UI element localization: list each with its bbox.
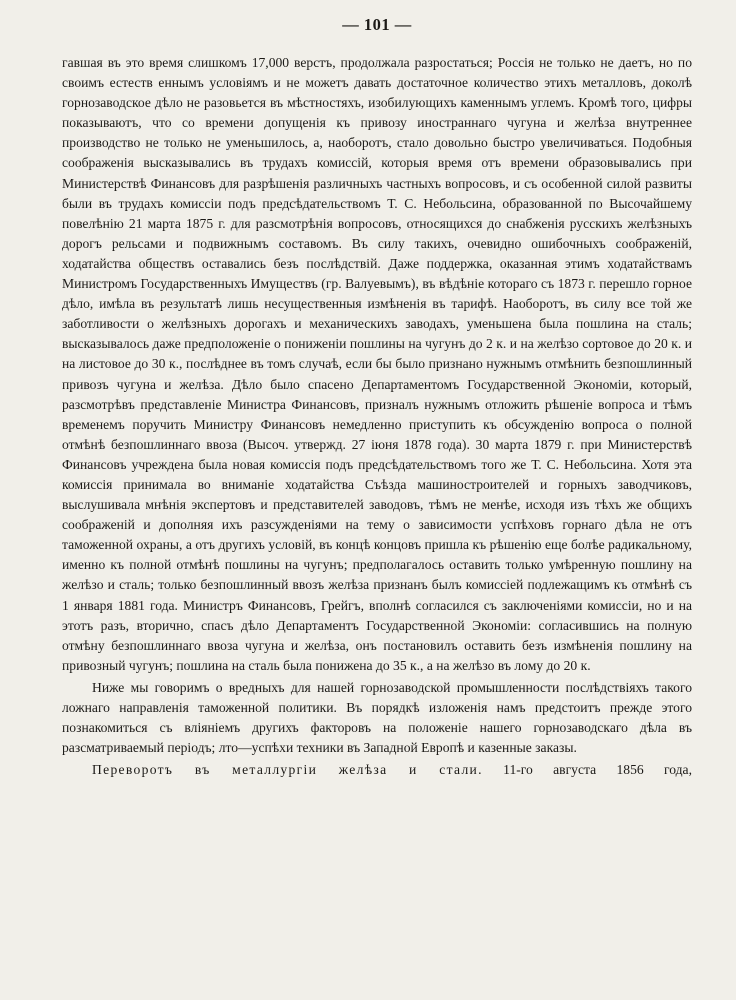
paragraph-3-text: 11-го августа 1856 года, [482, 762, 692, 778]
section-lead-phrase: Переворотъ въ металлургіи желѣза и стали. [92, 762, 483, 778]
paragraph-1: гавшая въ это время слишкомъ 17,000 верстъ, продолжала разростаться; Россія не только не даетъ, но по своимъ естеств еннымъ условіямъ и не можетъ давать достаточное количество этихъ металловъ, доколѣ горнозаводское дѣло не разовьется въ мѣстностяхъ, изобилующихъ каменнымъ углемъ. Кромѣ того, цифры показываютъ, что со времени допущенія къ привозу иностраннаго чугуна и желѣза внутреннее производство не только не уменьшилось, а, наоборотъ, стало довольно быстро увеличиваться. Подобныя соображенія высказывались въ трудахъ комиссій, которыя время отъ времени образовывались при Министерствѣ Финансовъ для разрѣшенія различныхъ частныхъ вопросовъ, и съ особенной силой развиты были въ трудахъ комиссіи подъ предсѣдательствомъ Т. С. Небольсина, образованной по Высочайшему повелѣнію 21 марта 1875 г. для разсмотрѣнія вопросовъ, относящихся до снабженія русскихъ желѣзныхъ дорогъ рельсами и подвижнымъ составомъ. Въ силу такихъ, очевидно ошибочныхъ соображеній, ходатайства обществъ оставались безъ послѣдствій. Даже поддержка, оказанная этимъ ходатайствамъ Министромъ Государственныхъ Имуществъ (гр. Валуевымъ), въ вѣдѣніе котораго съ 1873 г. перешло горное дѣло, имѣла въ результатѣ лишь несущественныя измѣненія въ тарифѣ. Наоборотъ, въ силу все той же заботливости о желѣзныхъ дорогахъ и механическихъ заводахъ, уменьшена была пошлина на сталь; высказывалось даже предположеніе о пониженіи пошлины на чугунъ до 2 к. и на желѣзо сортовое до 20 к. и на листовое до 30 к., послѣднее въ томъ случаѣ, если бы было признано нужнымъ отмѣнить безпошлинный привозъ чугуна и желѣза. Дѣло было спасено Департаментомъ Государственной Экономіи, который, разсмотрѣвъ представленіе Министра Финансовъ, призналъ нужнымъ отложить рѣшеніе вопроса и тѣмъ временемъ поручить Министру Финансовъ немедленно приступить къ обсужденію вопроса о полной отмѣнѣ безпошлиннаго ввоза (Высоч. утвержд. 27 іюня 1878 года). 30 марта 1879 г. при Министерствѣ Финансовъ учреждена была новая комиссія подъ предсѣдательствомъ того же Т. С. Небольсина. Хотя эта комиссія принимала во вниманіе ходатайства Съѣзда машиностроителей и горныхъ заводчиковъ, выслушивала мнѣнія экспертовъ и представителей заводовъ, тѣмъ не менѣе, исходя изъ тѣхъ же общихъ соображеній и дополняя ихъ разсужденіями на тему о зависимости успѣховъ горнаго дѣла не отъ таможенной охраны, а отъ другихъ условій, въ концѣ концовъ пришла къ рѣшенію еще болѣе радикальному, именно къ полной отмѣнѣ пошлины на чугунъ; предполагалось оставить только умѣренную пошлину на желѣзо и сталь; только безпошлинный ввозъ желѣза признанъ былъ комиссіей подлежащимъ къ отмѣнѣ съ 1 января 1881 года. Министръ Финансовъ, Грейгъ, вполнѣ согласился съ заключеніями комиссіи, но и на этотъ разъ, вторично, спасъ дѣло Департаментъ Государственной Экономіи: согласившись на полную отмѣну безпошлиннаго ввоза чугуна и желѣза, онъ постановилъ оставить безъ измѣненія пошлину на привозный чугунъ; пошлина на сталь была понижена до 35 к., а на желѣзо въ лому до 20 к. [62, 55, 692, 673]
paragraph-3 [62, 760, 692, 780]
body-text [62, 53, 692, 780]
paragraph-2: Ниже мы говоримъ о вредныхъ для нашей горнозаводской промышленности послѣдствіяхъ такого ложнаго направленія таможенной политики. Въ порядкѣ изложенія намъ предстоитъ прежде этого познакомиться съ вліяніемъ другихъ факторовъ на положеніе нашего горнозаводскаго дѣла въ разсматриваемый періодъ; лто—успѣхи техники въ Западной Европѣ и казенные заказы. [62, 679, 692, 756]
page-number: — 101 — [342, 15, 412, 34]
